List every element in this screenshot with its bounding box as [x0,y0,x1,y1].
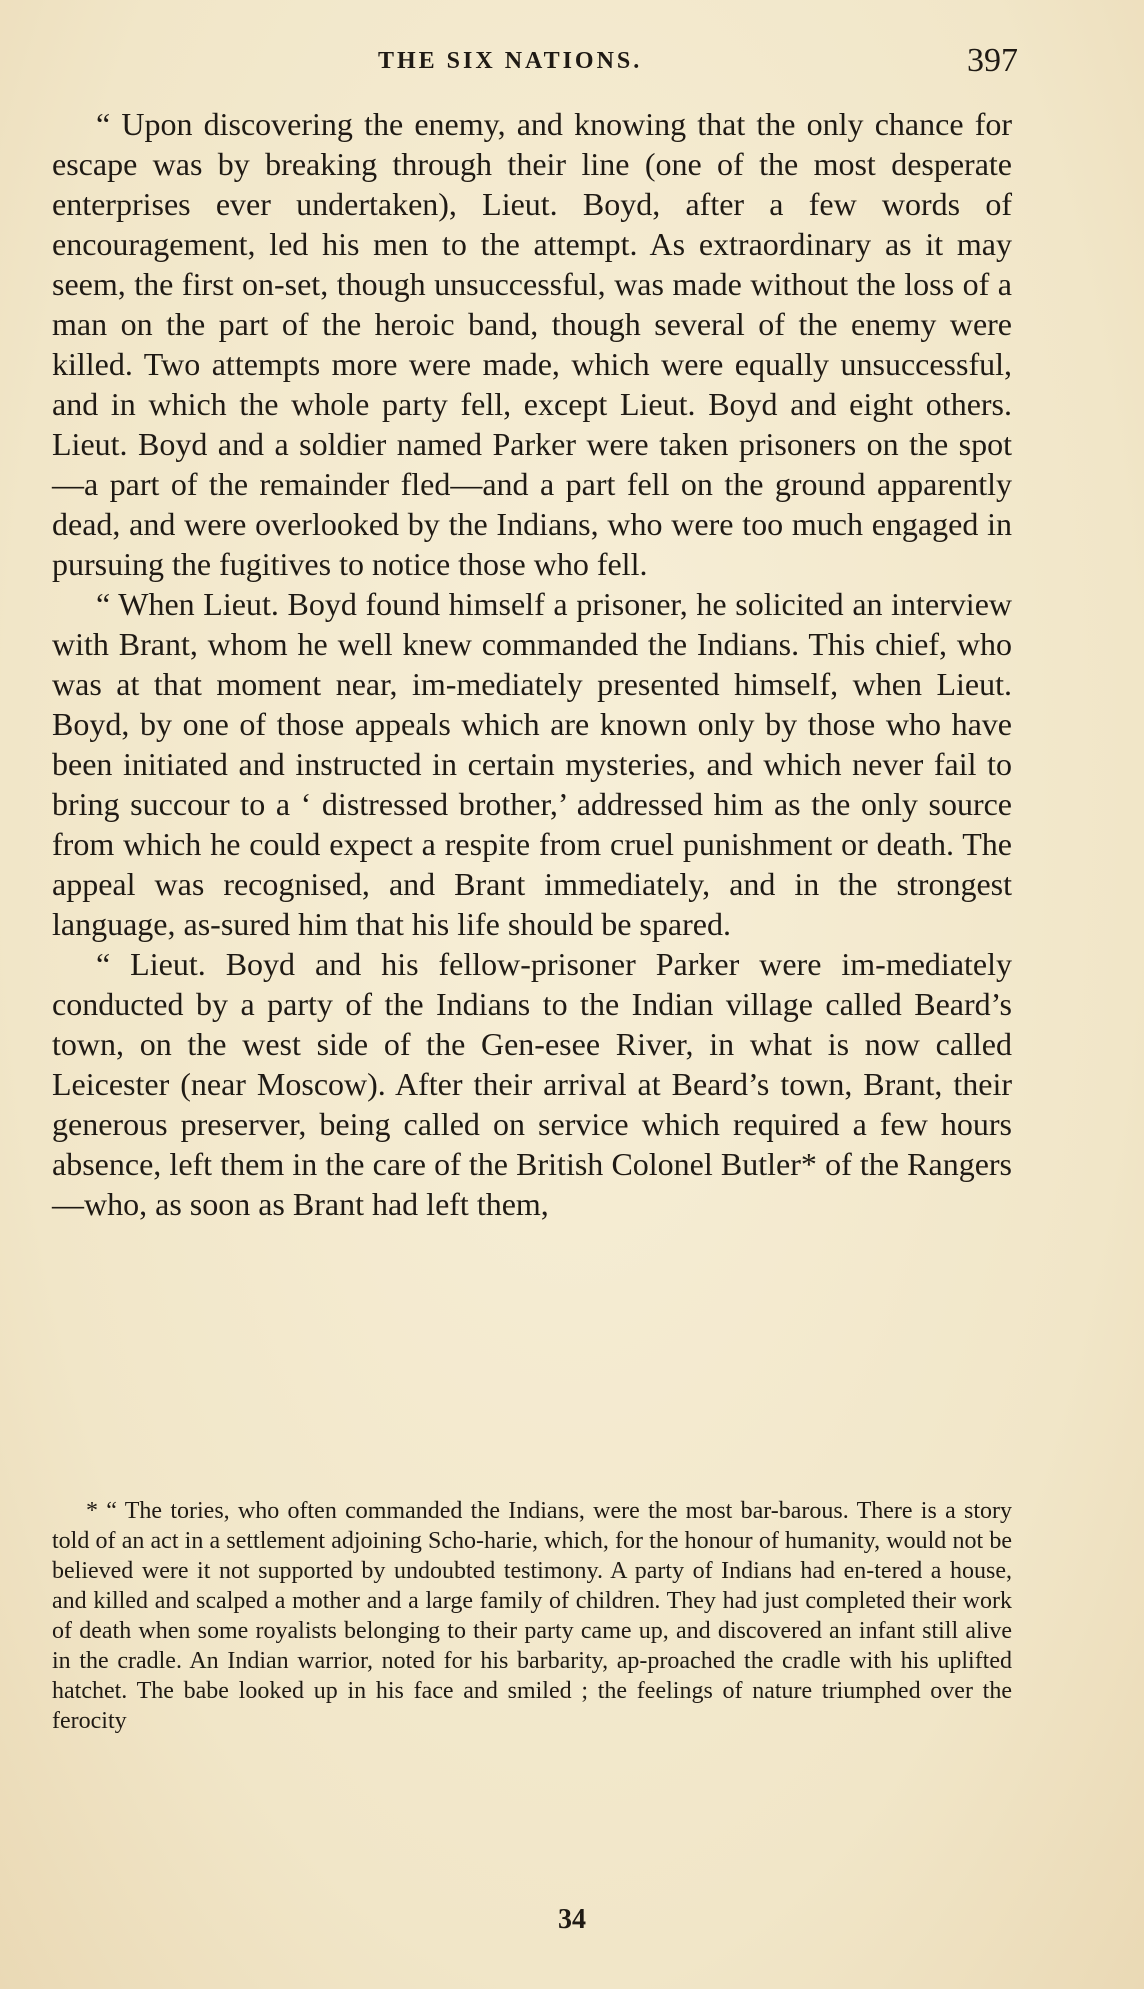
paragraph: “ Lieut. Boyd and his fellow-prisoner Parker were im-mediately conducted by a party of the Indians to the Indian village called Beard’s town, on the west side of the Gen-esee River, in what is now called Leicester (near Moscow). After their arrival at Beard’s town, Brant, their generous preserver, being called on service which required a few hours absence, left them in the care of the British Colonel Butler* of the Rangers—who, as soon as Brant had left them, [52,946,1012,1222]
signature-mark: 34 [558,1904,586,1935]
footnote-text: * “ The tories, who often commanded the Indians, were the most bar-barous. There is a story told of an act in a settlement adjoining Scho-harie, which, for the honour of humanity, would not be believed were it not supported by undoubted testimony. A party of Indians had en-tered a house, and killed and scalped a mother and a large family of children. They had just completed their work of death when some royalists belonging to their party came up, and discovered an infant still alive in the cradle. An Indian warrior, noted for his barbarity, ap-proached the cradle with his uplifted hatchet. The babe looked up in his face and smiled ; the feelings of nature triumphed over the ferocity [52,1498,1012,1734]
footnote [52,1496,1012,1736]
paragraph: “ When Lieut. Boyd found himself a prisoner, he solicited an interview with Brant, whom he well knew commanded the Indians. This chief, who was at that moment near, im-mediately presented himself, when Lieut. Boyd, by one of those appeals which are known only by those who have been initiated and instructed in certain mysteries, and which never fail to bring succour to a ‘ distressed brother,’ addressed him as the only source from which he could expect a respite from cruel punishment or death. The appeal was recognised, and Brant immediately, and in the strongest language, as-sured him that his life should be spared. [52,586,1012,942]
running-head: THE SIX NATIONS. [378,48,643,74]
page-header [52,42,1018,92]
main-text [52,104,1012,1224]
page-number: 397 [967,42,1018,79]
paragraph: “ Upon discovering the enemy, and knowing that the only chance for escape was by breaking through their line (one of the most desperate enterprises ever undertaken), Lieut. Boyd, after a few words of encouragement, led his men to the attempt. As extraordinary as it may seem, the first on-set, though unsuccessful, was made without the loss of a man on the part of the heroic band, though several of the enemy were killed. Two attempts more were made, which were equally unsuccessful, and in which the whole party fell, except Lieut. Boyd and eight others. Lieut. Boyd and a soldier named Parker were taken prisoners on the spot—a part of the remainder fled—and a part fell on the ground apparently dead, and were overlooked by the Indians, who were too much engaged in pursuing the fugitives to notice those who fell. [52,106,1012,582]
